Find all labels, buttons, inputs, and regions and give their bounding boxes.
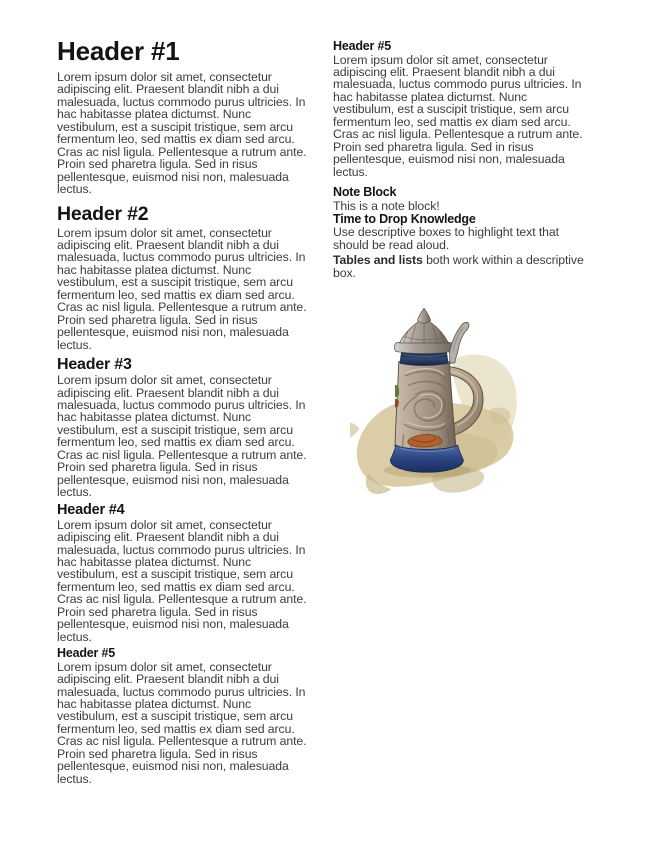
section-heading-h1: Header #1 bbox=[57, 36, 180, 66]
note-block-text: This is a note block! bbox=[333, 198, 440, 213]
knowledge-title: Time to Drop Knowledge bbox=[333, 211, 476, 226]
section-header-2 bbox=[57, 204, 310, 352]
section-paragraph: Lorem ipsum dolor sit amet, consectetur adipiscing elit. Praesent blandit nibh a dui malesuada, luctus commodo purus ultricies. In hac habitasse platea dictumst. Nunc vestibulum, est a suscipit tristique, sem arcu fermentum leo, sed mattis ex diam sed arcu. Cras ac nisl ligula. Pellentesque a rutrum ante. Proin sed pharetra ligula. Sed in risus pellentesque, euismod nisi non, malesuada lectus. bbox=[57, 659, 307, 786]
note-block-title: Note Block bbox=[333, 185, 397, 200]
section-heading-h3: Header #3 bbox=[57, 356, 132, 374]
section-header-4 bbox=[57, 503, 310, 644]
beer-stein-image bbox=[350, 297, 603, 522]
section-paragraph: Lorem ipsum dolor sit amet, consectetur adipiscing elit. Praesent blandit nibh a dui malesuada, luctus commodo purus ultricies. In hac habitasse platea dictumst. Nunc vestibulum, est a suscipit tristique, sem arcu fermentum leo, sed mattis ex diam sed arcu. Cras ac nisl ligula. Pellentesque a rutrum ante. Proin sed pharetra ligula. Sed in risus pellentesque, euismod nisi non, malesuada lectus. bbox=[333, 52, 583, 179]
tables-note bbox=[333, 254, 586, 279]
section-header-3 bbox=[57, 356, 310, 499]
section-header-5 bbox=[57, 647, 310, 785]
section-heading-h5: Header #5 bbox=[57, 646, 115, 661]
stein-base bbox=[390, 445, 463, 472]
tables-note-rest: both work within a descriptive box. bbox=[333, 253, 584, 280]
lid-finial bbox=[417, 309, 430, 324]
section-heading-h4: Header #4 bbox=[57, 501, 125, 518]
tables-note-lead: Tables and lists bbox=[333, 253, 423, 268]
section-paragraph: Lorem ipsum dolor sit amet, consectetur adipiscing elit. Praesent blandit nibh a dui malesuada, luctus commodo purus ultricies. In hac habitasse platea dictumst. Nunc vestibulum, est a suscipit tristique, sem arcu fermentum leo, sed mattis ex diam sed arcu. Cras ac nisl ligula. Pellentesque a rutrum ante. Proin sed pharetra ligula. Sed in risus pellentesque, euismod nisi non, malesuada lectus. bbox=[57, 70, 307, 197]
section-paragraph: Lorem ipsum dolor sit amet, consectetur adipiscing elit. Praesent blandit nibh a dui malesuada, luctus commodo purus ultricies. In hac habitasse platea dictumst. Nunc vestibulum, est a suscipit tristique, sem arcu fermentum leo, sed mattis ex diam sed arcu. Cras ac nisl ligula. Pellentesque a rutrum ante. Proin sed pharetra ligula. Sed in risus pellentesque, euismod nisi non, malesuada lectus. bbox=[57, 373, 307, 500]
beer-stein-figure bbox=[350, 297, 603, 522]
section-paragraph: Lorem ipsum dolor sit amet, consectetur adipiscing elit. Praesent blandit nibh a dui malesuada, luctus commodo purus ultricies. In hac habitasse platea dictumst. Nunc vestibulum, est a suscipit tristique, sem arcu fermentum leo, sed mattis ex diam sed arcu. Cras ac nisl ligula. Pellentesque a rutrum ante. Proin sed pharetra ligula. Sed in risus pellentesque, euismod nisi non, malesuada lectus. bbox=[57, 517, 307, 644]
right-column bbox=[333, 38, 586, 824]
left-column bbox=[57, 38, 310, 824]
section-paragraph: Lorem ipsum dolor sit amet, consectetur adipiscing elit. Praesent blandit nibh a dui malesuada, luctus commodo purus ultricies. In hac habitasse platea dictumst. Nunc vestibulum, est a suscipit tristique, sem arcu fermentum leo, sed mattis ex diam sed arcu. Cras ac nisl ligula. Pellentesque a rutrum ante. Proin sed pharetra ligula. Sed in risus pellentesque, euismod nisi non, malesuada lectus. bbox=[57, 225, 307, 352]
section-header-1 bbox=[57, 38, 310, 196]
section-heading-h2: Header #2 bbox=[57, 202, 149, 225]
knowledge-text: Use descriptive boxes to highlight text that should be read aloud. bbox=[333, 225, 559, 252]
section-heading-h5: Header #5 bbox=[333, 39, 391, 53]
